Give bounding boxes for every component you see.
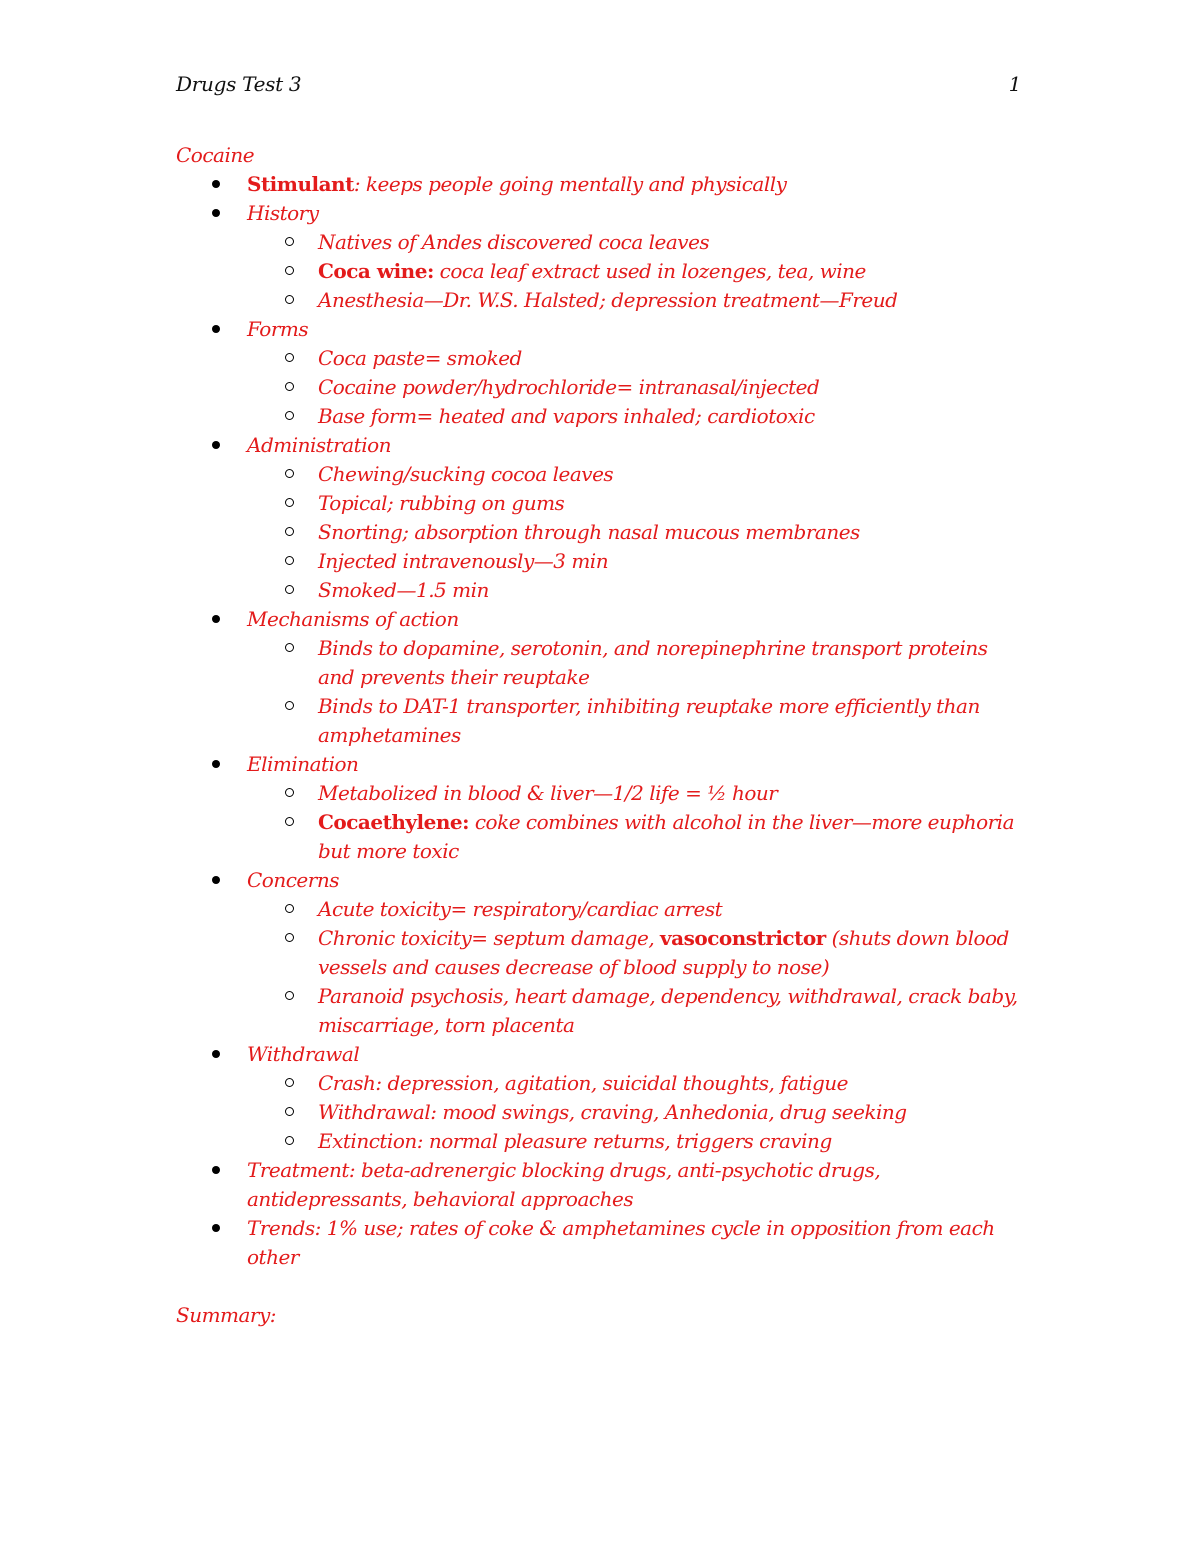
sub-list-item: [247, 779, 1026, 808]
sub-item-text: Crash: depression, agitation, suicidal thoughts, fatigue: [318, 1071, 849, 1095]
sub-item-text: Metabolized in blood & liver—1/2 life = ½ hour: [318, 781, 778, 805]
term-cocaethylene: Cocaethylene:: [318, 810, 469, 834]
sub-list-item: [247, 518, 1026, 547]
sub-item-text: Chewing/sucking cocoa leaves: [318, 462, 614, 486]
hollow-bullet-icon: [285, 585, 294, 594]
sub-item-text: Binds to DAT-1 transporter, inhibiting reuptake more efficiently than amphetamines: [318, 694, 980, 747]
sub-item-text: Snorting; absorption through nasal mucous membranes: [318, 520, 860, 544]
administration-sublist: [247, 460, 1026, 605]
sub-list-item: [247, 576, 1026, 605]
sub-list-item: [247, 895, 1026, 924]
forms-label: Forms: [247, 317, 309, 341]
page-number: 1: [1008, 72, 1021, 96]
list-item-trends: [176, 1214, 1026, 1272]
administration-label: Administration: [247, 433, 392, 457]
bullet-icon: [212, 615, 220, 623]
sub-item-text: Binds to dopamine, serotonin, and norepinephrine transport proteins and prevents their reuptake: [318, 636, 988, 689]
sub-list-item: [247, 373, 1026, 402]
withdrawal-sublist: [247, 1069, 1026, 1156]
sub-list-item: [247, 1127, 1026, 1156]
sub-item-text: Smoked—1.5 min: [318, 578, 489, 602]
sub-list-item: [247, 1098, 1026, 1127]
bullet-icon: [212, 1166, 220, 1174]
sub-item-text: Extinction: normal pleasure returns, triggers craving: [318, 1129, 832, 1153]
sub-item-text: Cocaine powder/hydrochloride= intranasal/injected: [318, 375, 820, 399]
bullet-icon: [212, 180, 220, 188]
document-title: Drugs Test 3: [176, 72, 302, 96]
sub-item-text: Chronic toxicity= septum damage,: [318, 926, 661, 950]
main-list: [176, 170, 1026, 1272]
hollow-bullet-icon: [285, 237, 294, 246]
sub-item-text: coca leaf extract used in lozenges, tea, wine: [433, 259, 866, 283]
sub-list-item: [247, 228, 1026, 257]
list-item-treatment: [176, 1156, 1026, 1214]
bullet-icon: [212, 1224, 220, 1232]
hollow-bullet-icon: [285, 991, 294, 1000]
trends-text: Trends: 1% use; rates of coke & amphetamines cycle in opposition from each other: [247, 1216, 995, 1269]
hollow-bullet-icon: [285, 556, 294, 565]
sub-list-item: [247, 634, 1026, 692]
history-label: History: [247, 201, 319, 225]
sub-list-item: [247, 808, 1026, 866]
sub-item-text: Paranoid psychosis, heart damage, dependency, withdrawal, crack baby, miscarriage, torn placenta: [318, 984, 1018, 1037]
hollow-bullet-icon: [285, 1078, 294, 1087]
hollow-bullet-icon: [285, 817, 294, 826]
term-vasoconstrictor: vasoconstrictor: [660, 926, 826, 950]
document-body: [176, 141, 1026, 1330]
hollow-bullet-icon: [285, 933, 294, 942]
sub-item-text: Topical; rubbing on gums: [318, 491, 565, 515]
hollow-bullet-icon: [285, 701, 294, 710]
sub-item-text: Injected intravenously—3 min: [318, 549, 609, 573]
hollow-bullet-icon: [285, 527, 294, 536]
list-item-administration: [176, 431, 1026, 605]
sub-list-item: [247, 344, 1026, 373]
stimulant-text: : keeps people going mentally and physically: [353, 172, 787, 196]
sub-item-text: Withdrawal: mood swings, craving, Anhedonia, drug seeking: [318, 1100, 907, 1124]
list-item-forms: [176, 315, 1026, 431]
hollow-bullet-icon: [285, 469, 294, 478]
sub-item-text: coke combines with alcohol in the liver—more euphoria but more toxic: [318, 810, 1015, 863]
sub-list-item: [247, 547, 1026, 576]
bullet-icon: [212, 209, 220, 217]
bullet-icon: [212, 441, 220, 449]
list-item-stimulant: [176, 170, 1026, 199]
treatment-text: Treatment: beta-adrenergic blocking drugs, anti-psychotic drugs, antidepressants, behavioral approaches: [247, 1158, 881, 1211]
sub-list-item: [247, 924, 1026, 982]
bullet-icon: [212, 760, 220, 768]
sub-list-item: [247, 460, 1026, 489]
hollow-bullet-icon: [285, 353, 294, 362]
sub-list-item: [247, 257, 1026, 286]
sub-list-item: [247, 692, 1026, 750]
hollow-bullet-icon: [285, 498, 294, 507]
term-coca-wine: Coca wine:: [318, 259, 434, 283]
sub-item-text: Acute toxicity= respiratory/cardiac arrest: [318, 897, 723, 921]
mechanisms-label: Mechanisms of action: [247, 607, 459, 631]
hollow-bullet-icon: [285, 266, 294, 275]
list-item-mechanisms: [176, 605, 1026, 750]
list-item-elimination: [176, 750, 1026, 866]
sub-item-text: (shuts down blood vessels and causes decrease of blood supply to nose): [318, 926, 1009, 979]
sub-list-item: [247, 402, 1026, 431]
forms-sublist: [247, 344, 1026, 431]
page-header: [176, 72, 1021, 96]
list-item-concerns: [176, 866, 1026, 1040]
sub-list-item: [247, 982, 1026, 1040]
sub-item-text: Coca paste= smoked: [318, 346, 522, 370]
section-title: Cocaine: [176, 143, 255, 167]
term-stimulant: Stimulant: [247, 172, 354, 196]
list-item-withdrawal: [176, 1040, 1026, 1156]
bullet-icon: [212, 325, 220, 333]
list-item-history: [176, 199, 1026, 315]
sub-list-item: [247, 286, 1026, 315]
hollow-bullet-icon: [285, 411, 294, 420]
sub-item-text: Natives of Andes discovered coca leaves: [318, 230, 710, 254]
summary-label: Summary:: [176, 1303, 277, 1327]
hollow-bullet-icon: [285, 904, 294, 913]
sub-list-item: [247, 1069, 1026, 1098]
sub-item-text: Anesthesia—Dr. W.S. Halsted; depression treatment—Freud: [318, 288, 898, 312]
hollow-bullet-icon: [285, 788, 294, 797]
hollow-bullet-icon: [285, 295, 294, 304]
concerns-sublist: [247, 895, 1026, 1040]
mechanisms-sublist: [247, 634, 1026, 750]
sub-item-text: Base form= heated and vapors inhaled; cardiotoxic: [318, 404, 815, 428]
bullet-icon: [212, 1050, 220, 1058]
concerns-label: Concerns: [247, 868, 339, 892]
elimination-label: Elimination: [247, 752, 359, 776]
hollow-bullet-icon: [285, 382, 294, 391]
hollow-bullet-icon: [285, 643, 294, 652]
withdrawal-label: Withdrawal: [247, 1042, 360, 1066]
sub-list-item: [247, 489, 1026, 518]
elimination-sublist: [247, 779, 1026, 866]
history-sublist: [247, 228, 1026, 315]
bullet-icon: [212, 876, 220, 884]
hollow-bullet-icon: [285, 1136, 294, 1145]
hollow-bullet-icon: [285, 1107, 294, 1116]
